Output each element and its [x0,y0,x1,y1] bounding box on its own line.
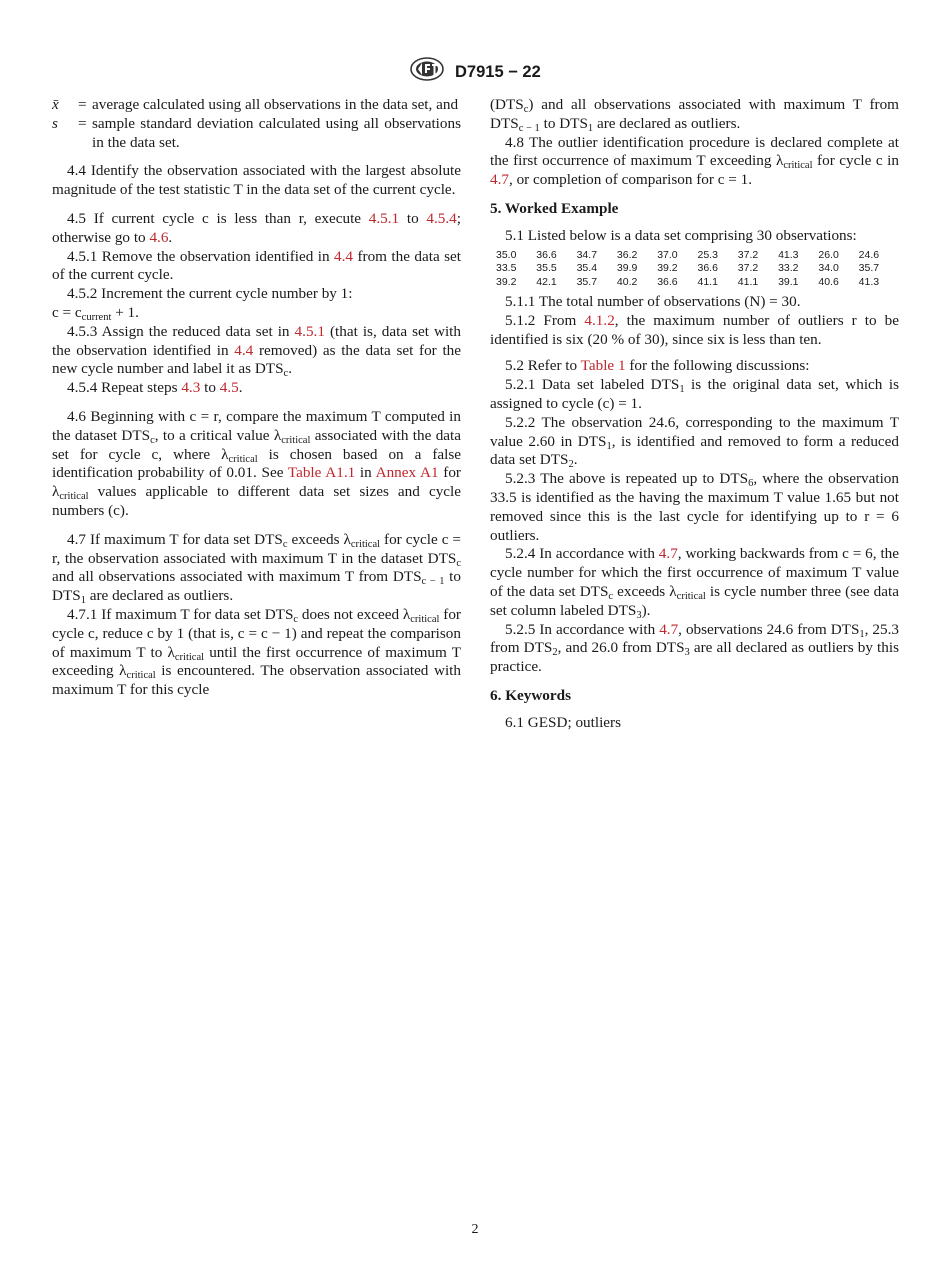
para-5-1-1: 5.1.1 The total number of observations (N) = 30. [505,293,801,311]
para-4-7-1: 4.7.1 If maximum T for data set $DTS_c$ does not exceed $\lambda_{critical}$ for cycle c, reduce c by 1 (that is, c = c − 1) and repeat the comparison of maximum T to $\lambda_{critical}$ until the first occurrence of maximum T exceeding $\lambda_{critical}$ is encountered. The observation associated with maximum T for this cycle [52,605,461,699]
para-5-2-3: 5.2.3 The above is repeated up to $DTS_6$, where the observation 33.5 is identified as the having the maximum T value 1.65 but not removed since this is the last cycle for identifying up to r = 6 outliers. [490,470,899,544]
para-5-2-4: 5.2.4 In accordance with 4.7, working backwards from c = 6, the cycle number for which the first occurrence of maximum T value of the data set $DTS_c$ exceeds $\lambda_{critical}$ is cycle number three (see data set column labeled $DTS_3$). [490,545,899,621]
table-cell: 42.1 [536,275,557,288]
link-4-5-1[interactable]: 4.5.1 [294,322,325,340]
table-cell: 34.7 [576,248,598,261]
para-4-7: 4.7 If maximum T for data set $DTS_c$ exceeds $\lambda_{critical}$ for cycle c = r, the observation associated with maximum T in the dataset $DTS_c$ and all observations associated with maximum T from $DTS_{c - 1}$ to $DTS_1$ are declared as outliers. [52,530,462,607]
table-cell: 35.0 [496,248,517,261]
para-5-2: 5.2 Refer to Table 1 for the following discussions: [505,357,810,375]
link-4-1-2[interactable]: 4.1.2 [584,311,615,329]
table-cell: 39.1 [778,275,799,288]
table-cell: 37.2 [737,262,759,275]
para-4-7-1-continued: $(DTS_c)$ and all observations associated with maximum T from $DTS_{c - 1}$ to $DTS_1$ are declared as outliers. [490,96,899,134]
table-row [496,276,899,290]
para-4-5-4: 4.5.4 Repeat steps 4.3 to 4.5. [67,379,243,397]
link-4-5-4[interactable]: 4.5.4 [426,209,457,227]
table-cell: 33.2 [778,262,799,275]
link-4-7[interactable]: 4.7 [658,545,678,563]
link-4-4[interactable]: 4.4 [234,341,254,359]
table-cell: 36.6 [657,275,678,288]
table-cell: 36.6 [697,262,718,275]
table-cell: 33.5 [496,262,517,275]
table-cell: 41.3 [858,275,880,288]
page-number: 2 [471,1222,479,1237]
table-cell: 41.3 [778,248,799,261]
link-4-3[interactable]: 4.3 [181,379,201,397]
para-5-1: 5.1 Listed below is a data set comprising 30 observations: [505,226,857,244]
table-cell: 40.6 [818,275,839,288]
table-cell: 35.7 [858,262,880,275]
para-4-5-3: 4.5.3 Assign the reduced data set in 4.5.1 (that is, data set with the observation identified in 4.4 removed) as the data set for the new cycle number and label it as $DTS_c$. [52,322,461,380]
table-cell: 40.2 [616,275,638,288]
definition-s: s = sample standard deviation calculated using all observations in the data set. [52,114,461,151]
table-cell: 39.2 [496,275,517,288]
table-cell: 25.3 [697,248,718,261]
left-column [52,96,461,700]
table-cell: 35.4 [576,262,598,275]
link-4-7[interactable]: 4.7 [490,171,509,189]
para-4-5: 4.5 If current cycle c is less than r, execute 4.5.1 to 4.5.4; otherwise go to 4.6. [52,209,461,246]
formula-cycle-increment: $c = c_{current} + 1$. [52,303,139,323]
table-row [496,262,899,276]
link-4-5-1[interactable]: 4.5.1 [368,209,400,227]
para-5-2-1: 5.2.1 Data set labeled $DTS_1$ is the original data set, which is assigned to cycle (c) = 1. [490,376,899,413]
section-heading-5: 5. Worked Example [490,199,619,217]
para-4-5-2: 4.5.2 Increment the current cycle number by 1: [67,285,353,303]
astm-logo-icon [409,56,445,88]
para-5-1-2: 5.1.2 From 4.1.2, the maximum number of outliers r to be identified is six (20 % of 30), since six is less than ten. [490,311,899,348]
page-header [0,56,950,88]
table-cell: 41.1 [697,275,718,288]
link-table-a1-1[interactable]: Table A1.1 [287,464,356,482]
table-row [496,249,899,263]
right-column [490,96,899,733]
para-4-4: 4.4 Identify the observation associated with the largest absolute magnitude of the test statistic T in the data set of the current cycle. [52,162,461,199]
link-4-5[interactable]: 4.5 [219,379,239,397]
section-heading-6: 6. Keywords [490,687,571,705]
link-4-6[interactable]: 4.6 [149,228,169,246]
link-annex-a1[interactable]: Annex A1 [375,464,439,482]
observation-table [496,249,899,290]
link-table-1[interactable]: Table 1 [580,357,626,375]
table-cell: 39.9 [616,262,638,275]
definition-xbar: x̄ = average calculated using all observations in the data set, and [52,96,459,113]
table-cell: 34.0 [818,262,839,275]
table-cell: 36.2 [616,248,638,261]
link-4-7[interactable]: 4.7 [659,620,679,638]
table-cell: 24.6 [858,248,880,261]
table-cell: 39.2 [657,262,678,275]
para-5-2-5: 5.2.5 In accordance with 4.7, observations 24.6 from $DTS_1$, 25.3 from $DTS_2$, and 26.0 from $DTS_3$ are all declared as outliers by this practice. [490,620,899,676]
para-4-6: 4.6 Beginning with c = r, compare the maximum T computed in the dataset $DTS_c$, to a critical value $\lambda_{critical}$ associated with the data set for cycle c, where $\lambda_{critical}$ is chosen based on a false identification probability of 0.01. See Table A1.1 in Annex A1 for $\lambda_{critical}$ values applicable to different data set sizes and cycle numbers (c). [52,407,461,519]
table-cell: 37.2 [737,248,759,261]
table-cell: 26.0 [818,248,839,261]
link-4-4[interactable]: 4.4 [334,247,354,265]
table-cell: 41.1 [737,275,759,288]
table-cell: 35.5 [536,262,557,275]
para-4-8: 4.8 The outlier identification procedure is declared complete at the first occurrence of maximum T exceeding $\lambda_{critical}$ for cycle c in 4.7, or completion of comparison for c = 1. [490,133,899,189]
table-cell: 37.0 [657,248,678,261]
para-5-2-2: 5.2.2 The observation 24.6, corresponding to the maximum T value 2.60 in $DTS_1$, is identified and removed to form a reduced data set $DTS_2$. [490,413,899,471]
para-6-1: 6.1 GESD; outliers [505,713,622,731]
para-4-5-1: 4.5.1 Remove the observation identified in 4.4 from the data set of the current cycle. [52,247,461,284]
document-id: D7915 − 22 [455,62,541,81]
table-cell: 36.6 [536,248,557,261]
table-cell: 35.7 [576,275,598,288]
